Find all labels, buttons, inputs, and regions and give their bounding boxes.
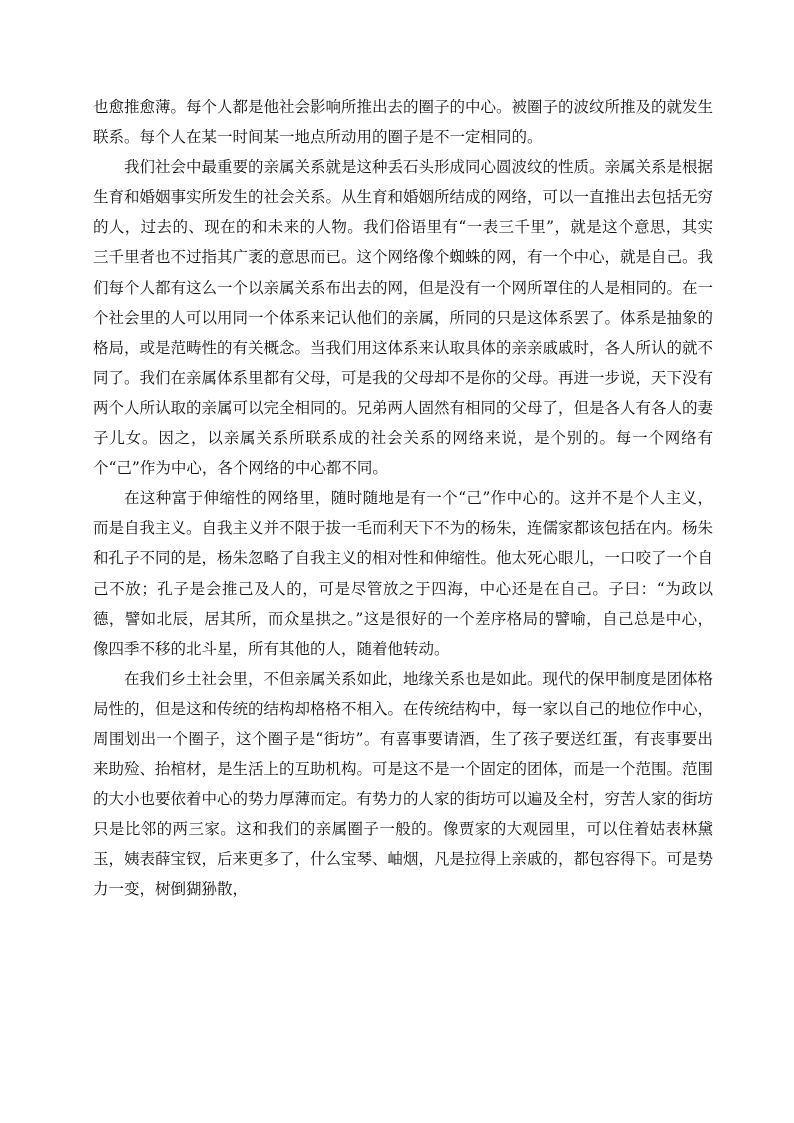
- paragraph-neighborhood: 在我们乡土社会里，不但亲属关系如此，地缘关系也是如此。现代的保甲制度是团体格局性的，但是这和传统的结构却格格不相入。在传统结构中，每一家以自己的地位作中心，周围划出一个圈子，这个圈子是“街坊”。有喜事要请酒，生了孩子要送红蛋，有丧事要出来助殓、抬棺材，是生活上的互助机构。可是这不是一个固定的团体，而是一个范围。范围的大小也要依着中心的势力厚薄而定。有势力的人家的街坊可以遍及全村，穷苦人家的街坊只是比邻的两三家。这和我们的亲属圈子一般的。像贾家的大观园里，可以住着姑表林黛玉，姨表薛宝钗，后来更多了，什么宝琴、岫烟，凡是拉得上亲戚的，都包容得下。可是势力一变，树倒猢狲散，: [93, 669, 714, 899]
- paragraph-kinship: 我们社会中最重要的亲属关系就是这种丢石头形成同心圆波纹的性质。亲属关系是根据生育和婚姻事实所发生的社会关系。从生育和婚姻所结成的网络，可以一直推出去包括无穷的人，过去的、现在的和未来的人物。我们俗语里有“一表三千里”，就是这个意思，其实三千里者也不过指其广袤的意思而已。这个网络像个蜘蛛的网，有一个中心，就是自己。我们每个人都有这么一个以亲属关系布出去的网，但是没有一个网所罩住的人是相同的。在一个社会里的人可以用同一个体系来记认他们的亲属，所同的只是这体系罢了。体系是抽象的格局，或是范畴性的有关概念。当我们用这体系来认取具体的亲亲戚戚时，各人所认的就不同了。我们在亲属体系里都有父母，可是我的父母却不是你的父母。再进一步说，天下没有两个人所认取的亲属可以完全相同的。兄弟两人固然有相同的父母了，但是各人有各人的妻子儿女。因之，以亲属关系所联系成的社会关系的网络来说，是个别的。每一个网络有个“己”作为中心，各个网络的中心都不同。: [93, 158, 714, 478]
- document-body: [93, 92, 713, 905]
- paragraph-egoism: 在这种富于伸缩性的网络里，随时随地是有一个“己”作中心的。这并不是个人主义，而是自我主义。自我主义并不限于拔一毛而利天下不为的杨朱，连儒家都该包括在内。杨朱和孔子不同的是，杨朱忽略了自我主义的相对性和伸缩性。他太死心眼儿，一口咬了一个自己不放；孔子是会推己及人的，可是尽管放之于四海，中心还是在自己。子曰：“为政以德，譬如北辰，居其所，而众星拱之。”这是很好的一个差序格局的譬喻，自己总是中心，像四季不移的北斗星，所有其他的人，随着他转动。: [93, 489, 714, 658]
- paragraph-continuation: 也愈推愈薄。每个人都是他社会影响所推出去的圈子的中心。被圈子的波纹所推及的就发生联系。每个人在某一时间某一地点所动用的圈子是不一定相同的。: [93, 98, 714, 147]
